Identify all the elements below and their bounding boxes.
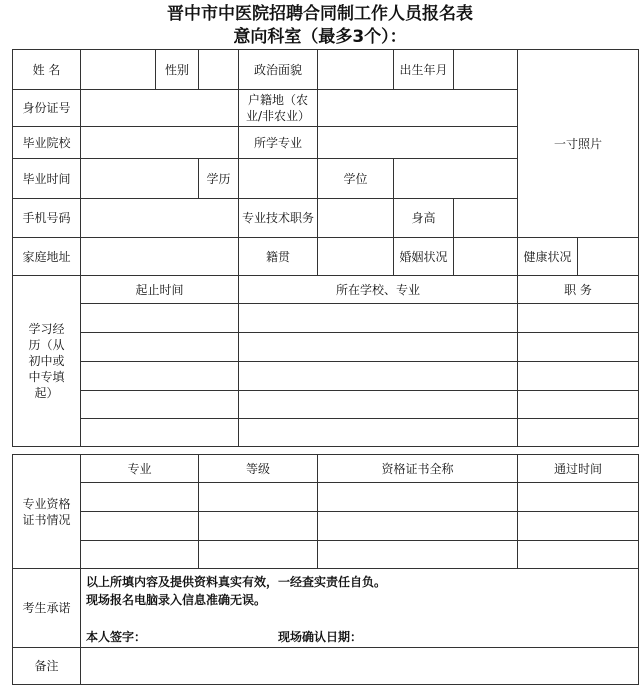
cert-row-2-date[interactable]	[517, 511, 639, 541]
study-row-4-period[interactable]	[80, 390, 239, 419]
study-header-position: 职 务	[517, 275, 639, 304]
cert-row-1-level[interactable]	[198, 482, 318, 512]
id-number-label: 身份证号	[12, 89, 81, 127]
confirm-date-label[interactable]: 现场确认日期：	[278, 630, 363, 644]
study-header-period: 起止时间	[80, 275, 239, 304]
birth-date-field[interactable]	[453, 49, 518, 90]
graduation-time-label: 毕业时间	[12, 158, 81, 199]
cert-row-1-major[interactable]	[80, 482, 199, 512]
native-place-field[interactable]	[317, 237, 394, 276]
photo-box[interactable]: 一寸照片	[517, 49, 639, 238]
study-row-5-period[interactable]	[80, 418, 239, 447]
hukou-field[interactable]	[317, 89, 518, 127]
school-label: 毕业院校	[12, 126, 81, 159]
phone-label: 手机号码	[12, 198, 81, 238]
pledge-label: 考生承诺	[12, 568, 81, 648]
native-place-label: 籍贯	[238, 237, 318, 276]
study-row-1-period[interactable]	[80, 303, 239, 333]
professional-title-field[interactable]	[317, 198, 394, 238]
cert-row-3-major[interactable]	[80, 540, 199, 569]
study-row-4-position[interactable]	[517, 390, 639, 419]
study-row-3-school[interactable]	[238, 361, 518, 391]
cert-header-name: 资格证书全称	[317, 454, 518, 483]
study-row-1-school[interactable]	[238, 303, 518, 333]
signature-label[interactable]: 本人签字：	[86, 630, 147, 644]
cert-header-level: 等级	[198, 454, 318, 483]
education-label: 学历	[198, 158, 239, 199]
degree-label: 学位	[317, 158, 394, 199]
gender-field[interactable]	[198, 49, 239, 90]
study-row-5-school[interactable]	[238, 418, 518, 447]
pledge-text-line-1: 以上所填内容及提供资料真实有效，一经查实责任自负。	[86, 575, 387, 589]
gender-label: 性别	[155, 49, 199, 90]
height-field[interactable]	[453, 198, 518, 238]
cert-row-3-date[interactable]	[517, 540, 639, 569]
cert-row-2-level[interactable]	[198, 511, 318, 541]
cert-row-3-name[interactable]	[317, 540, 518, 569]
department-preference: 意向科室（最多3个）：	[233, 27, 407, 47]
major-label: 所学专业	[238, 126, 318, 159]
phone-field[interactable]	[80, 198, 239, 238]
professional-title-label: 专业技术职务	[238, 198, 318, 238]
name-label: 姓 名	[12, 49, 81, 90]
form-title: 晋中市中医院招聘合同制工作人员报名表	[167, 4, 473, 24]
certificates-label: 专业资格证书情况	[12, 454, 81, 569]
study-history-label: 学习经历（从初中或中专填起）	[12, 275, 81, 447]
hukou-label: 户籍地（农业/非农业）	[238, 89, 318, 127]
major-field[interactable]	[317, 126, 518, 159]
study-row-4-school[interactable]	[238, 390, 518, 419]
study-header-school: 所在学校、专业	[238, 275, 518, 304]
cert-row-2-name[interactable]	[317, 511, 518, 541]
marital-status-field[interactable]	[453, 237, 518, 276]
study-row-2-school[interactable]	[238, 332, 518, 362]
study-row-5-position[interactable]	[517, 418, 639, 447]
address-field[interactable]	[80, 237, 239, 276]
health-status-field[interactable]	[577, 237, 639, 276]
id-number-field[interactable]	[80, 89, 239, 127]
cert-row-1-date[interactable]	[517, 482, 639, 512]
political-status-field[interactable]	[317, 49, 394, 90]
birth-date-label: 出生年月	[393, 49, 454, 90]
address-label: 家庭地址	[12, 237, 81, 276]
study-row-2-period[interactable]	[80, 332, 239, 362]
cert-row-3-level[interactable]	[198, 540, 318, 569]
cert-row-2-major[interactable]	[80, 511, 199, 541]
pledge-text-line-2: 现场报名电脑录入信息准确无误。	[86, 593, 267, 607]
study-row-2-position[interactable]	[517, 332, 639, 362]
study-row-3-position[interactable]	[517, 361, 639, 391]
school-field[interactable]	[80, 126, 239, 159]
marital-status-label: 婚姻状况	[393, 237, 454, 276]
name-field[interactable]	[80, 49, 156, 90]
graduation-time-field[interactable]	[80, 158, 199, 199]
degree-field[interactable]	[393, 158, 518, 199]
study-row-1-position[interactable]	[517, 303, 639, 333]
study-row-3-period[interactable]	[80, 361, 239, 391]
education-field[interactable]	[238, 158, 318, 199]
height-label: 身高	[393, 198, 454, 238]
cert-header-date: 通过时间	[517, 454, 639, 483]
remarks-field[interactable]	[80, 647, 639, 685]
health-status-label: 健康状况	[517, 237, 578, 276]
cert-row-1-name[interactable]	[317, 482, 518, 512]
political-status-label: 政治面貌	[238, 49, 318, 90]
cert-header-major: 专业	[80, 454, 199, 483]
remarks-label: 备注	[12, 647, 81, 685]
